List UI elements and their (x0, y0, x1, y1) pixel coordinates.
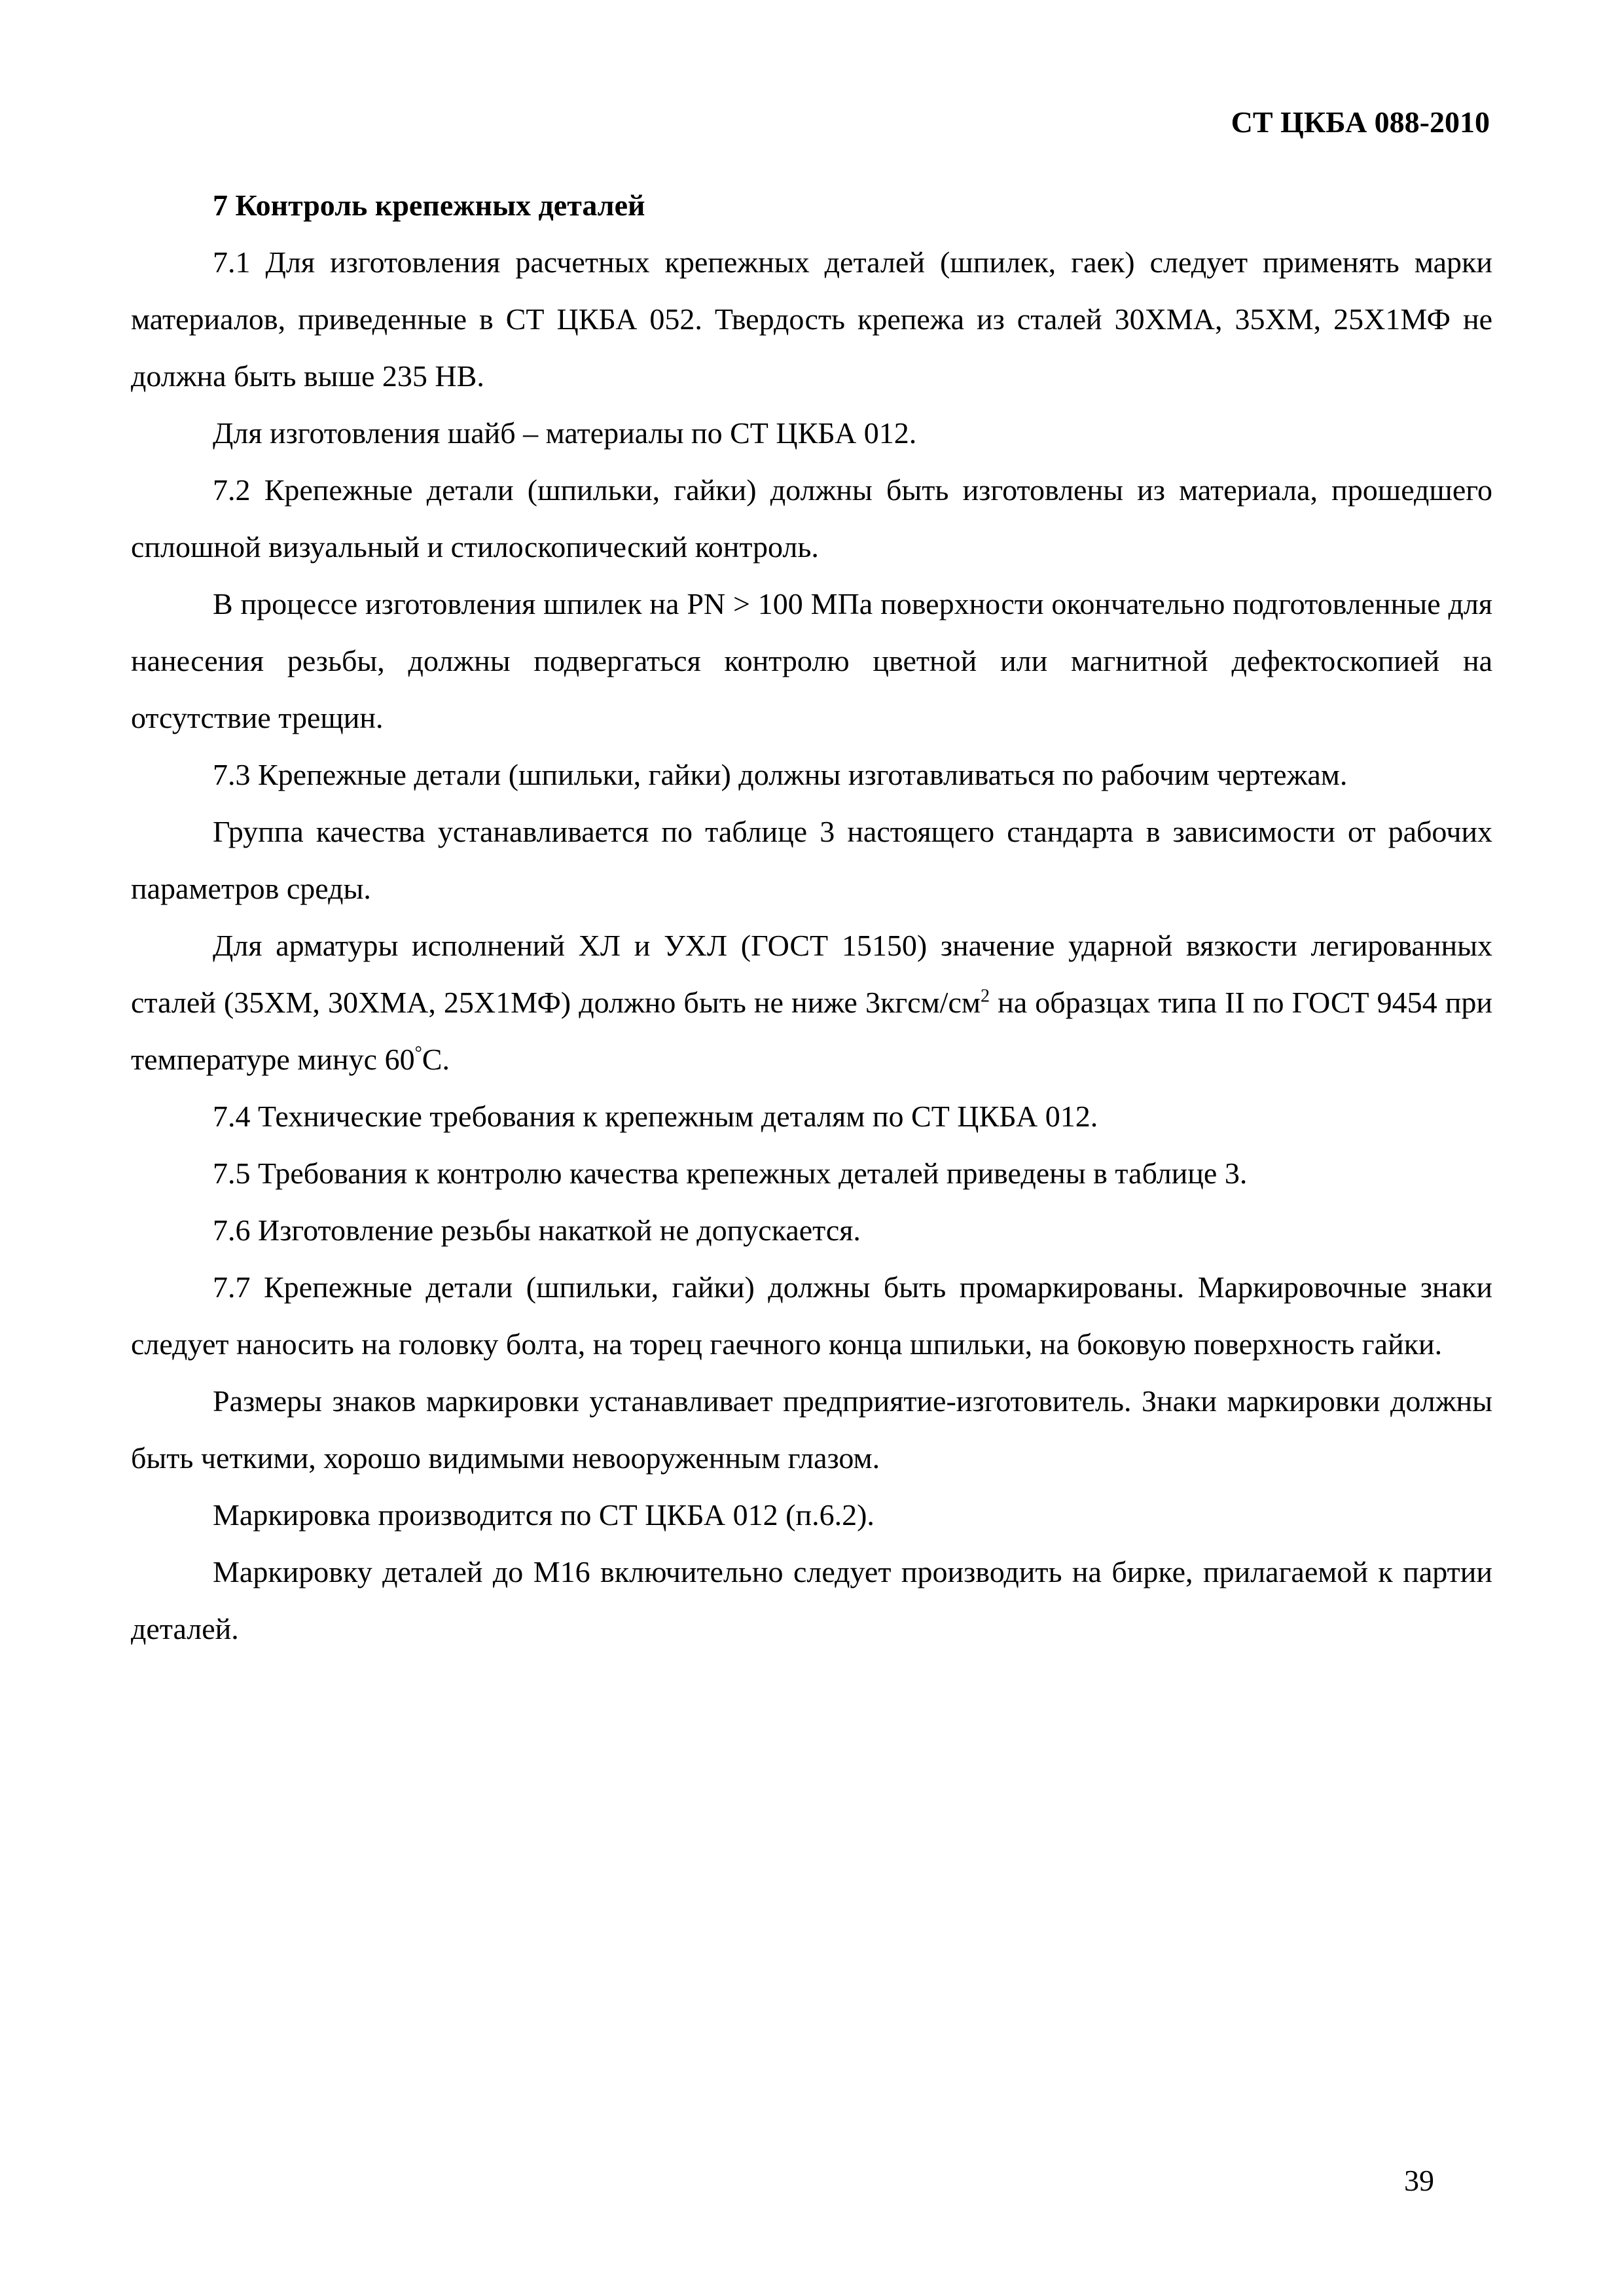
superscript-squared: 2 (981, 986, 990, 1007)
impact-text-2: на образцах типа II по ГОСТ 9454 при температуре минус 60 (131, 986, 1492, 1076)
paragraph-7-2: 7.2 Крепежные детали (шпильки, гайки) должны быть изготовлены из материала, прошедшего сплошной визуальный и стилоскопический контроль. (131, 473, 1492, 564)
paragraph-7-4: 7.4 Технические требования к крепежным деталям по СТ ЦКБА 012. (213, 1100, 1098, 1133)
paragraph-marking-tag: Маркировку деталей до М16 включительно следует производить на бирке, прилагаемой к партии деталей. (131, 1555, 1492, 1645)
paragraph-7-1: 7.1 Для изготовления расчетных крепежных деталей (шпилек, гаек) следует применять марки материалов, приведенные в СТ ЦКБА 052. Твердость крепежа из сталей 30ХМА, 35ХМ, 25Х1МФ не должна быть выше 235 НВ. (131, 245, 1492, 393)
paragraph-7-6: 7.6 Изготовление резьбы накаткой не допускается. (213, 1213, 861, 1247)
page-number: 39 (1404, 2164, 1434, 2197)
paragraph-7-7: 7.7 Крепежные детали (шпильки, гайки) должны быть промаркированы. Маркировочные знаки следует наносить на головку болта, на торец гаечного конца шпильки, на боковую поверхность гайки. (131, 1270, 1492, 1361)
paragraph-impact-strength (131, 917, 1492, 1088)
document-code: СТ ЦКБА 088-2010 (1231, 105, 1490, 139)
paragraph-7-5: 7.5 Требования к контролю качества крепежных деталей приведены в таблице 3. (213, 1157, 1248, 1190)
document-body (131, 177, 1492, 1657)
paragraph-marking-standard: Маркировка производится по СТ ЦКБА 012 (п.6.2). (213, 1498, 875, 1532)
impact-text-1: Для арматуры исполнений ХЛ и УХЛ (ГОСТ 15150) значение ударной вязкости легированных сталей (35ХМ, 30ХМА, 25Х1МФ) должно быть не ниже 3кгсм/см (131, 929, 1492, 1019)
section-title: 7 Контроль крепежных деталей (213, 188, 645, 222)
paragraph-7-3: 7.3 Крепежные детали (шпильки, гайки) должны изготавливаться по рабочим чертежам. (213, 758, 1348, 791)
superscript-degree: ° (414, 1043, 422, 1064)
impact-text-3: С. (422, 1043, 450, 1076)
paragraph-marking-size: Размеры знаков маркировки устанавливает предприятие-изготовитель. Знаки маркировки должны быть четкими, хорошо видимыми невооруженным глазом. (131, 1384, 1492, 1475)
paragraph-defectoscopy: В процессе изготовления шпилек на PN > 100 МПа поверхности окончательно подготовленные для нанесения резьбы, должны подвергаться контролю цветной или магнитной дефектоскопией на отсутствие трещин. (131, 587, 1492, 734)
paragraph-quality-group: Группа качества устанавливается по таблице 3 настоящего стандарта в зависимости от рабочих параметров среды. (131, 815, 1492, 905)
paragraph-washers: Для изготовления шайб – материалы по СТ ЦКБА 012. (213, 416, 917, 450)
